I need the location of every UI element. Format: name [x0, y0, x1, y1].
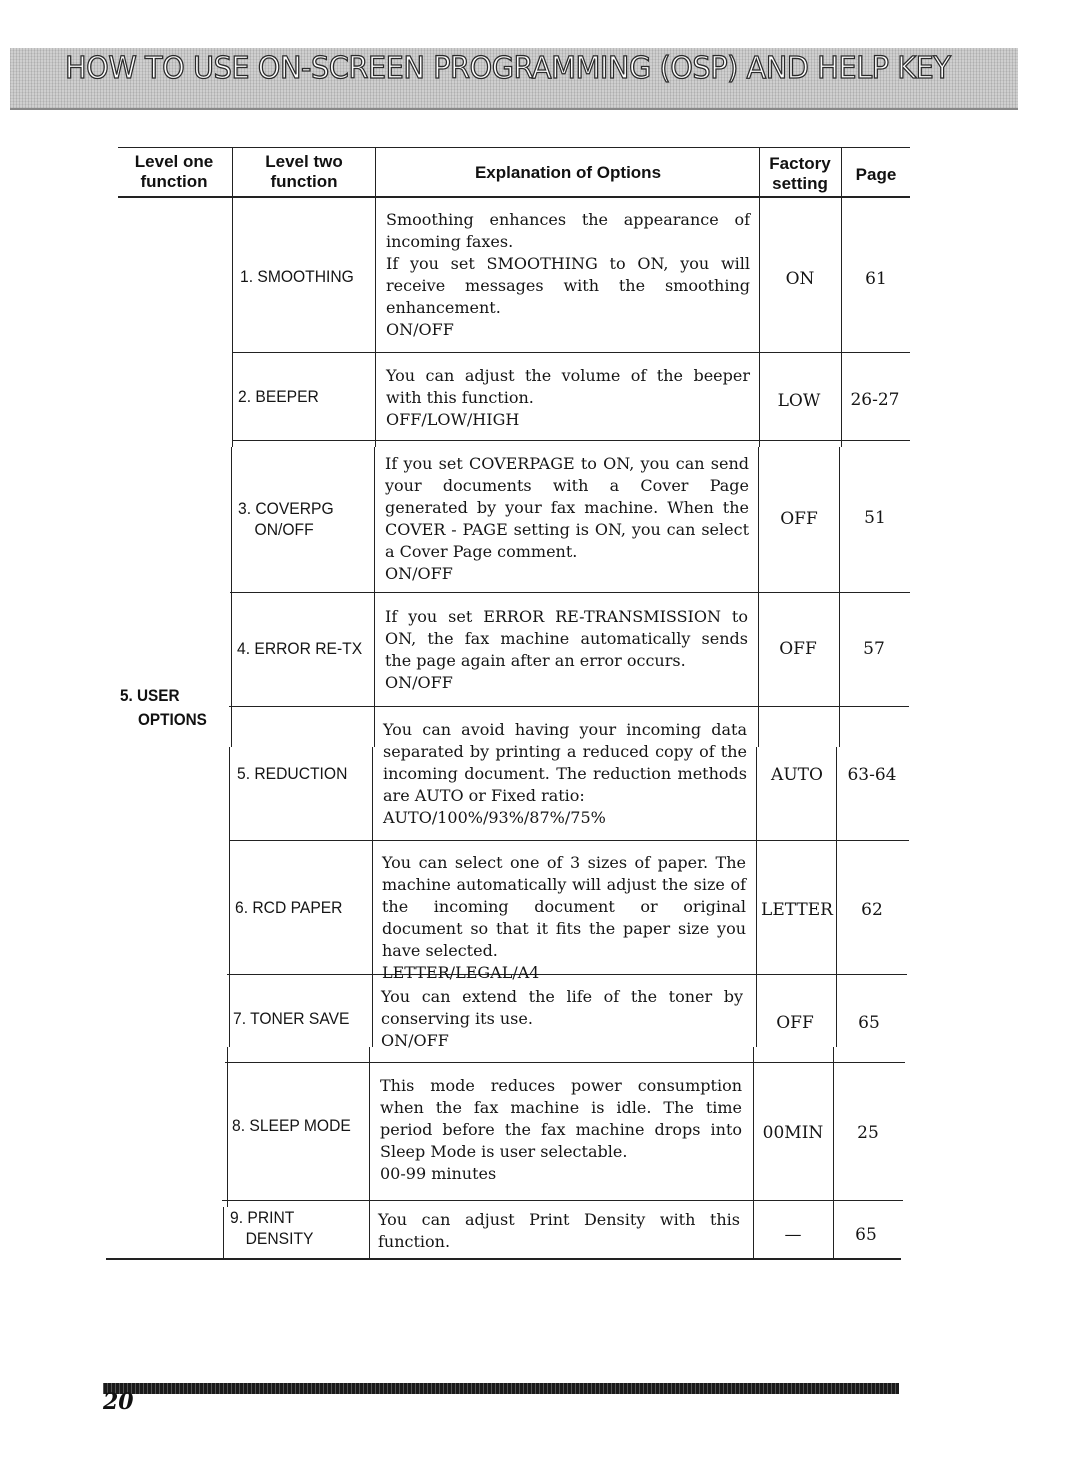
header-explanation: Explanation of Options: [474, 163, 662, 182]
function-label: 5. REDUCTION: [237, 764, 348, 783]
options-values: 00-99 minutes: [380, 1164, 497, 1183]
explanation-text: You can extend the life of the toner by conserving its use.: [381, 987, 743, 1028]
column-rule: [756, 747, 757, 1047]
level-one-line2: OPTIONS: [138, 710, 207, 729]
options-values: ON/OFF: [386, 320, 454, 339]
explanation-print-density: [378, 1209, 740, 1253]
factory-setting: AUTO: [771, 765, 823, 785]
factory-setting: OFF: [779, 639, 817, 659]
column-rule: [758, 447, 759, 747]
explanation-text: If you set SMOOTHING to ON, you will receive messages with the smoothing enhancement.: [386, 254, 750, 317]
factory-setting: 00MIN: [762, 1123, 824, 1143]
factory-setting: LETTER: [761, 900, 833, 920]
row-divider: [232, 352, 910, 353]
column-rule: [372, 747, 373, 1047]
function-reduction: [237, 763, 347, 784]
row-divider: [225, 1062, 905, 1063]
column-rule: [229, 747, 230, 1047]
page-number: 20: [103, 1389, 134, 1415]
explanation-coverpg: [385, 453, 749, 585]
page-ref: 25: [857, 1123, 879, 1143]
column-rule: [374, 447, 375, 747]
function-beeper: [238, 386, 319, 407]
explanation-toner-save: [381, 986, 743, 1052]
function-label: 4. ERROR RE-TX: [237, 639, 363, 658]
explanation-text: You can adjust the volume of the beeper with this function.: [386, 366, 750, 407]
factory-setting: OFF: [780, 509, 818, 529]
explanation-text: You can adjust Print Density with this function.: [378, 1210, 740, 1251]
row-divider: [229, 706, 909, 707]
factory-setting: —: [784, 1225, 802, 1245]
column-rule: [231, 447, 232, 747]
function-coverpg: [238, 498, 334, 540]
page-ref: 26-27: [850, 390, 900, 410]
explanation-text: If you set COVERPAGE to ON, you can send your documents with a Cover Page generated by your fax machine. When the COVER - PAGE setting is ON, you can select a Cover Page comment.: [385, 454, 749, 561]
explanation-text: You can avoid having your incoming data separated by printing a reduced copy of the incoming document. The reduction methods are AUTO or Fixed ratio:: [383, 720, 747, 805]
function-smoothing: [240, 266, 354, 287]
options-values: OFF/LOW/HIGH: [386, 410, 520, 429]
column-rule: [232, 147, 233, 447]
header-bottom-rule: [118, 196, 910, 198]
function-label: 2. BEEPER: [238, 387, 319, 406]
column-rule: [839, 447, 840, 747]
table-top-rule: [118, 147, 910, 148]
factory-setting: LOW: [777, 391, 821, 411]
page-ref: 61: [865, 269, 887, 289]
footer-bar: [103, 1383, 899, 1394]
explanation-smoothing: [386, 209, 750, 341]
header-level-two-line2: function: [270, 172, 338, 191]
row-divider: [230, 592, 910, 593]
header-level-one: [118, 152, 230, 192]
options-values: LETTER/LEGAL/A4: [382, 963, 540, 982]
column-rule: [375, 147, 376, 447]
row-divider: [222, 1200, 903, 1201]
header-page: Page: [855, 165, 897, 184]
column-rule: [836, 747, 837, 1047]
header-level-two: [234, 152, 374, 192]
page-ref: 62: [861, 900, 883, 920]
explanation-reduction: [383, 719, 747, 829]
function-print-density: [230, 1207, 313, 1249]
explanation-text: Smoothing enhances the appearance of incoming faxes.: [386, 210, 750, 251]
options-values: ON/OFF: [381, 1031, 449, 1050]
function-label: 7. TONER SAVE: [233, 1009, 350, 1028]
explanation-error-re-tx: [385, 606, 748, 694]
explanation-rcd-paper: [382, 852, 746, 984]
row-divider: [232, 440, 910, 441]
function-label-line2: DENSITY: [245, 1229, 314, 1248]
function-label: 9. PRINT: [230, 1208, 295, 1227]
explanation-text: If you set ERROR RE-TRANSMISSION to ON, the fax machine automatically sends the page again after an error occurs.: [385, 607, 748, 670]
explanation-sleep-mode: [380, 1075, 742, 1185]
explanation-beeper: [386, 365, 750, 431]
page-ref: 65: [858, 1013, 880, 1033]
function-error-re-tx: [237, 638, 362, 659]
function-toner-save: [233, 1008, 349, 1029]
row-divider: [229, 840, 909, 841]
column-rule: [227, 1047, 228, 1207]
header-factory-line2: setting: [772, 174, 828, 193]
factory-setting: ON: [785, 269, 815, 289]
function-label: 6. RCD PAPER: [235, 898, 343, 917]
page-ref: 57: [863, 639, 885, 659]
explanation-text: This mode reduces power consumption when the fax machine is idle. The time period before the fax machine drops into Sleep Mode is user selectable.: [380, 1076, 742, 1161]
page-ref: 63-64: [847, 765, 897, 785]
factory-setting: OFF: [776, 1013, 814, 1033]
options-values: ON/OFF: [385, 564, 453, 583]
header-factory-line1: Factory: [769, 154, 831, 173]
page-title: HOW TO USE ON-SCREEN PROGRAMMING (OSP) AND HELP KEY: [65, 51, 951, 86]
column-rule: [223, 1207, 224, 1259]
header-level-two-line1: Level two: [265, 152, 343, 171]
explanation-text: You can select one of 3 sizes of paper. The machine automatically will adjust the size of the incoming document or original document so that it fits the paper size you have selected.: [382, 853, 746, 960]
function-sleep-mode: [232, 1115, 351, 1136]
table-bottom-rule: [106, 1258, 901, 1260]
options-values: AUTO/100%/93%/87%/75%: [383, 808, 606, 827]
header-level-one-line2: function: [140, 172, 208, 191]
page-ref: 65: [855, 1225, 877, 1245]
header-level-one-line1: Level one: [134, 152, 214, 171]
function-label: 8. SLEEP MODE: [232, 1116, 351, 1135]
level-one-line1: 5. USER: [120, 686, 180, 705]
level-one-function: [120, 684, 210, 732]
function-label-line2: ON/OFF: [254, 520, 314, 539]
function-label: 3. COVERPG: [238, 499, 334, 518]
options-values: ON/OFF: [385, 673, 453, 692]
page-ref: 51: [864, 508, 886, 528]
header-factory-setting: [760, 154, 840, 194]
column-rule: [369, 1047, 370, 1259]
function-label: 1. SMOOTHING: [240, 267, 354, 286]
function-rcd-paper: [235, 897, 342, 918]
